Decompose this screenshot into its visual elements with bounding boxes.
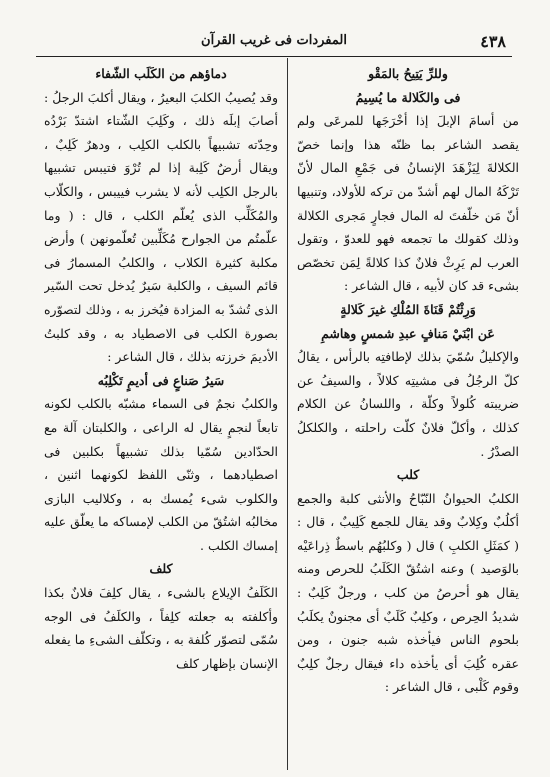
poetry-line: وللرِّ يَتِيحُ بالمَقْو [368,66,448,81]
body-paragraph: والإكليلُ سُمّيَ بذلك لإطافتِه بالرأس ، يقالُ كلّ الرجُلُ فى مشيتِه كلالاً ، والسيفُ عن ضريبته كُلولاً وكلّة ، واللسانُ عن الكلام كذلك ، وأكلّ فلانٌ كلّت راحلته ، والكلكلُ الصدْرُ . [297,349,519,459]
poetry-line: عَن ابْنَيْ مَنافٍ عبدِ شمسٍ وهاشمِ [321,325,495,341]
left-column [44,62,278,770]
entry-heading: كلب [396,467,420,483]
right-column [297,62,519,770]
body-paragraph: الكَلَفُ الإيلاع بالشىء ، يقال كلِفَ فلانٌ بكذا وأكلفته به جعلته كلِفاً ، والكلَفُ فى الوجه سُمّى لتصوّر كُلفة به ، وتكلّف الشىءِ ما يفعله الإنسان بإظهار كلف [44,585,278,671]
page-number: ٤٣٨ [480,32,506,51]
poetry-line: فى والكَلالة ما يُسِيمُ [355,89,461,105]
body-paragraph: الكلبُ الحيوانُ النّبّاحُ والأنثى كلبة والجمع أكلُبٌ وكِلابٌ وقد يقال للجمع كَلِيبٌ ، قال : ( كمَثَلِ الكلبِ ) قال ( وكلبُهُم باسطٌ ذِراعَيْه بالوَصيد ) وعنه اشتُقّ الكَلَبُ للحرص ومنه يقال هو أحرصُ من كلب ، ورجلٌ كَلِبٌ : شديدُ الحِرص ، وكلِبٌ كَلَبٌ أى مجنونٌ يكلَبُ بلحوم الناس فيأخذه شبه جنون ، ومن عقره كُلِبَ أى يأخذه داء فيقال رجلٌ كلِبٌ وقوم كَلْبى ، قال الشاعر : [297,490,519,695]
poetry-line: دماؤهم من الكَلَب الشّفاء [95,66,227,81]
entry-heading: كلف [149,561,173,577]
column-divider [287,58,288,770]
poetry-line: سَيرُ صَناعٍ فى أديمٍ تَكْلِبُه [97,372,225,388]
body-paragraph: من أسامَ الإبلَ إذا أخْرَجَها للمرعَى ولم يقصد الشاعر بما ظنّه هذا وإنما خصّ الكلالةَ لِيَزْهَدَ الإنسانُ فى جَمْعِ المال لأنّ تَرْكَهُ المال لهم أشدّ من تركه للأولاد، وتنبيها أنّ مَن خلّفتَ له المال فجارٍ مَجرى الكلالة وذلك كقولك ما تجمعه فهو للعدوّ ، وتقول العرب لم يَرِثْ فلانٌ كذا كلالةً لِمَن تخصّص بشىء قد كان لأبيه ، قال الشاعر : [297,113,519,294]
page-header [36,30,512,57]
body-paragraph: وقد يُصيبُ الكلبَ البعيرُ ، ويقال أكلبَ الرجلُ : أصابَ إبلَه ذلك ، وكَلِبَ الشّتاء اشتدّ بَرْدُه وحِدّته تشبيهاً بالكلب الكلِب ، ودهرٌ كَلِبٌ ، ويقال أرضٌ كَلِبة إذا لم تُرْوَ فتيبس تشبيها بالرجل الكلِب لأنه لا يشرب فييبس ، والكلّاب والمُكَلِّب الذى يُعلّم الكلب ، قال : ( وما علّمتُم من الجوارح مُكَلِّبين تُعلّمونهن ) وأرض مكلبة كثيرة الكلاب ، والكلبُ المسمارُ فى قائم السيف ، والكلبة سَيرٌ يُدخل تحت السّير الذى تُشدّ به المزادة فيُخرز به ، وذلك لتصوّره بصورة الكلب فى الاصطياد به ، وقد كلبتُ الأديمَ خرزته بذلك ، قال الشاعر : [44,89,278,365]
body-paragraph: والكلبُ نجمٌ فى السماء مشبّه بالكلب لكونه تابعاً لنجمٍ يقال له الراعى ، والكلبتان آلة مع الحدّادين سُمّيا بذلك تشبيهاً بكلبين فى اصطيادهما ، وثنّى اللفظ لكونهما اثنين ، والكلوب شىء يُمسك به ، وكلاليب البازى مخالبُه اشتُقّ من الكلب لإمساكه ما يعلّق عليه إمساك الكلب . [44,396,278,553]
poetry-line: وَرِثْتُمْ قَنَاةَ المُلْكِ غيرَ كَلالةٍ [340,301,476,317]
running-title: المفردات فى غريب القرآن [201,33,347,48]
